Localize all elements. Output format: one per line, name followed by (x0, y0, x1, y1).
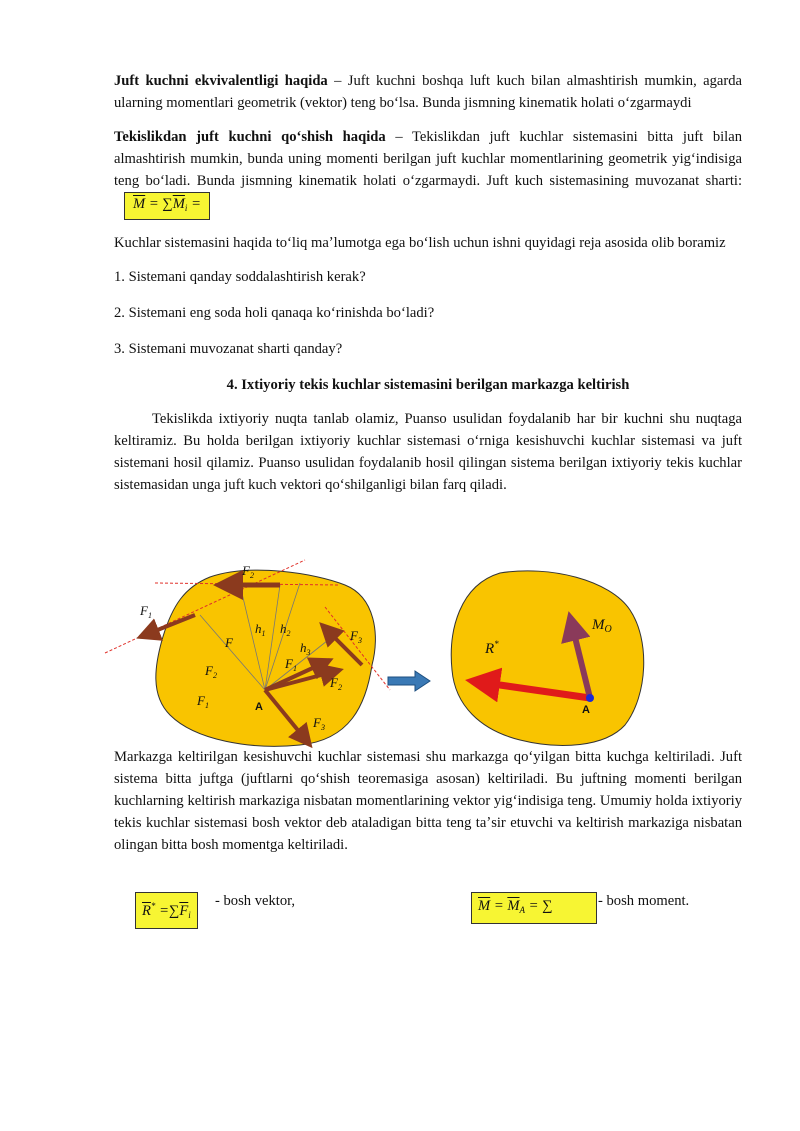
main-moment-formula: $\overline{M} = \overline{M}_A$ = ∑ (471, 892, 597, 924)
paragraph-text: – Juft kuchni boshqa luft kuch bilan almashtirish mumkin, agarda ularning momentlari geometrik (vektor) teng boʻlsa. Bunda jismning kinematik holati oʻzgarmaydi (114, 73, 742, 111)
svg-text:F1: $F_1$ (285, 656, 297, 673)
main-vector-formula: $\overline{R}^* =\sum\overline{F}_i$ (135, 892, 198, 929)
label-f1-at-a: F (285, 656, 293, 671)
svg-text:h1: $h_1$ (255, 621, 266, 638)
svg-text:F (224, 635, 234, 650)
svg-text:F2: $F_2$ (242, 563, 254, 580)
reduction-center-point (586, 694, 594, 702)
label-f2-inner: F (205, 663, 213, 678)
paragraph-text: – Tekislikdan juft kuchlar sistemasini bitta juft bilan almashtirish mumkin, bunda uning momenti berilgan juft kuchlar momentlarining geometrik yigʻindisiga teng boʻladi. Bunda jismning kinematik holati oʻzgarmaydi. Juft kuch sistemasining muvozanat sharti: (114, 129, 743, 189)
equilibrium-formula: $\overline{M} = \sum\overline{M}_i$ = (124, 192, 210, 220)
label-f2-at-a: F (330, 675, 338, 690)
summary-formulas (135, 892, 735, 922)
svg-text:F2: $F_2$ (330, 675, 342, 692)
term-couple-addition: Tekislikdan juft kuchni qoʻshish haqida (114, 129, 386, 145)
list-item: 3. Sistemani muvozanat sharti qanday? (114, 341, 343, 357)
label-h3: h (300, 640, 307, 655)
rigid-body-left (156, 570, 376, 746)
label-point-a: A (255, 701, 263, 713)
list-item: 2. Sistemani eng soda holi qanaqa koʻrinishda boʻladi? (114, 305, 435, 321)
paragraph-couple-equivalence (114, 70, 742, 114)
label-f3-at-a: F (313, 715, 321, 730)
svg-text:h3: $h_3$ (300, 640, 311, 657)
label-main-moment: M (592, 617, 605, 633)
label-f-prime: F (225, 635, 233, 650)
svg-text:F3: $F_3$ (313, 715, 325, 732)
paragraph-couple-addition (114, 126, 742, 220)
label-h1: h (255, 621, 262, 636)
main-vector-label: - bosh vektor, (215, 893, 296, 909)
svg-text:MO: $M_O$ (592, 617, 612, 635)
list-item: 1. Sistemani qanday soddalashtirish kerak? (114, 269, 366, 285)
svg-text:F3: $F_3$ (350, 628, 362, 645)
svg-text:F1: $F_1$ (197, 693, 209, 710)
section-heading: 4. Ixtiyoriy tekis kuchlar sistemasini berilgan markazga keltirish (226, 377, 630, 393)
label-point-a-right: A (582, 704, 590, 716)
term-couple-equivalence: Juft kuchni ekvivalentligi haqida (114, 73, 328, 89)
label-resultant: R (485, 641, 495, 657)
paragraph-poinsot: Tekislikda ixtiyoriy nuqta tanlab olamiz, Puanso usulidan foydalanib har bir kuchni shu nuqtaga keltiramiz. Bu holda berilgan ixtiyoriy kuchlar sistemasi oʻrniga kesishuvchi kuchlar sistemasi va juft sistemani hosil qilamiz. Puanso usulidan foydalanib hosil qilingan sistema berilgan ixtiyoriy tekis kuchlar sistemasidan unga juft kuch vektori qoʻshilganligi bilan farq qiladi. (114, 411, 742, 493)
svg-text:F1: $F_1$ (140, 603, 152, 620)
label-f1-outer: F (140, 603, 148, 618)
label-f1-inner: F (197, 693, 205, 708)
paragraph-reduction: Markazga keltirilgan kesishuvchi kuchlar sistemasi shu markazga qoʻyilgan bitta kuchga keltiriladi. Juft sistema bitta juftga (juftlarni qoʻshish teoremasiga asosan) keltiriladi. Bu juftning momenti berilgan kuchlarning keltirish markaziga nisbatan momentlarining vektor yigʻindisiga teng. Umumiy holda ixtiyoriy tekis kuchlar sistemasi bosh vektor deb ataladigan bitta teng taʼsir etuvchi va keltirish markaziga nisbatan olingan bitta bosh momentga keltiriladi. (114, 749, 742, 853)
rigid-body-right (451, 571, 643, 746)
main-moment-label: - bosh moment. (598, 893, 690, 909)
force-reduction-figure (100, 555, 700, 755)
label-h2: h (280, 621, 287, 636)
label-f2-top: F (242, 563, 250, 578)
svg-text:F2: $F_2$ (205, 663, 217, 680)
paragraph-plan-intro: Kuchlar sistemasini haqida toʻliq maʼlumotga ega boʻlish uchun ishni quyidagi reja asosida olib boramiz (114, 235, 726, 251)
svg-text:R*: R* (485, 639, 499, 657)
svg-text:h2: $h_2$ (280, 621, 291, 638)
label-f3-outer: F (350, 628, 358, 643)
transition-arrow-icon (388, 671, 430, 691)
